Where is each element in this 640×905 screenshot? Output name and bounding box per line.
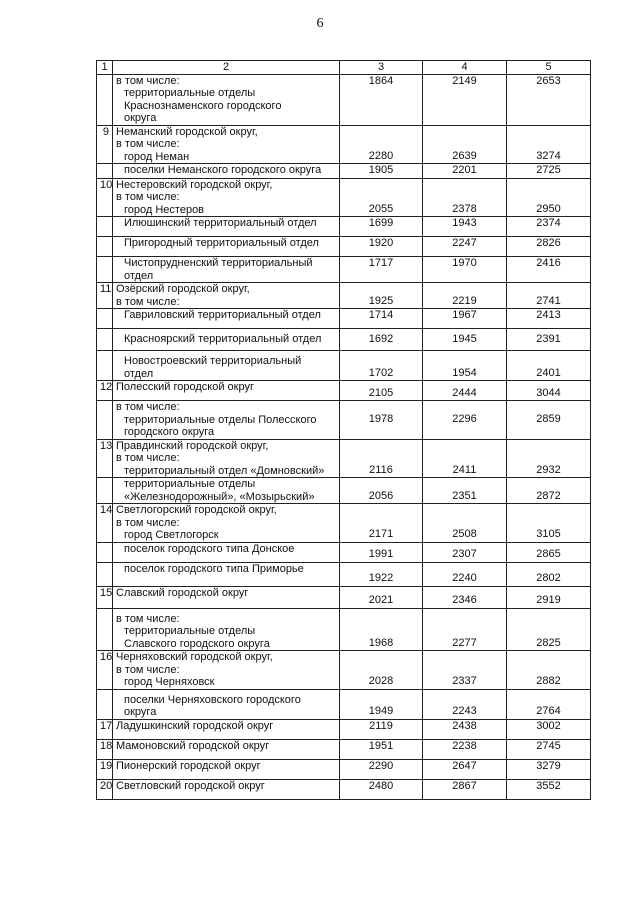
value-col5: 3274 [507,125,591,164]
value-col5: 2932 [507,439,591,478]
value-col4: 2867 [423,779,507,799]
row-number [97,237,113,257]
value-col3: 2116 [340,439,423,478]
table-row [97,504,591,543]
row-number [97,542,113,562]
row-name: в том числе: территориальные отделы Полесского городского округа [113,401,340,440]
value-col5: 2391 [507,329,591,351]
value-col3: 2171 [340,504,423,543]
row-name: Светловский городской округ [113,779,340,799]
data-table [96,60,591,800]
table-row [97,283,591,309]
value-col3: 1951 [340,739,423,759]
row-name: Гавриловский территориальный отдел [113,309,340,329]
row-name: территориальные отделы «Железнодорожный», «Мозырьский» [113,478,340,504]
value-col5: 3044 [507,381,591,401]
row-name: Новостроевский территориальный отдел [113,351,340,381]
table-row [97,739,591,759]
value-col4: 2240 [423,562,507,586]
value-col4: 2346 [423,586,507,608]
row-name: Славский городской округ [113,586,340,608]
table-row [97,562,591,586]
value-col4: 1970 [423,257,507,283]
value-col4: 2243 [423,689,507,719]
value-col4: 2277 [423,608,507,651]
row-name: поселки Неманского городского округа [113,164,340,179]
row-name: поселки Черняховского городского округа [113,689,340,719]
row-name: поселок городского типа Приморье [113,562,340,586]
table-row [97,164,591,179]
row-number [97,329,113,351]
value-col5: 2745 [507,739,591,759]
table-row [97,586,591,608]
row-number: 16 [97,651,113,690]
row-name: Красноярский территориальный отдел [113,329,340,351]
value-col3: 2280 [340,125,423,164]
value-col3: 1925 [340,283,423,309]
value-col4: 2296 [423,401,507,440]
row-name: Чистопрудненский территориальный отдел [113,257,340,283]
value-col4: 1967 [423,309,507,329]
row-name: в том числе: территориальные отделы Краснознаменского городского округа [113,74,340,125]
header-cell-1: 1 [97,61,113,75]
value-col3: 2021 [340,586,423,608]
value-col5: 2764 [507,689,591,719]
row-name: Пригородный территориальный отдел [113,237,340,257]
row-number [97,401,113,440]
table-row [97,237,591,257]
value-col5: 2919 [507,586,591,608]
row-name: поселок городского типа Донское [113,542,340,562]
value-col4: 2219 [423,283,507,309]
row-name: Ладушкинский городской округ [113,719,340,739]
row-number: 14 [97,504,113,543]
row-number [97,562,113,586]
value-col3: 1692 [340,329,423,351]
row-name: Озёрский городской округ, в том числе: [113,283,340,309]
table-row [97,719,591,739]
row-number: 19 [97,759,113,779]
value-col3: 1922 [340,562,423,586]
value-col4: 2444 [423,381,507,401]
row-name: Правдинский городской округ, в том числе: территориальный отдел «Домновский» [113,439,340,478]
value-col4: 1954 [423,351,507,381]
table-row [97,651,591,690]
value-col4: 2337 [423,651,507,690]
value-col3: 1699 [340,217,423,237]
row-name: Неманский городской округ, в том числе: город Неман [113,125,340,164]
row-number: 10 [97,178,113,217]
value-col5: 3279 [507,759,591,779]
value-col3: 1864 [340,74,423,125]
row-number: 12 [97,381,113,401]
value-col5: 2950 [507,178,591,217]
row-number: 20 [97,779,113,799]
row-name: Илюшинский территориальный отдел [113,217,340,237]
table-row [97,542,591,562]
table-row [97,759,591,779]
value-col3: 1717 [340,257,423,283]
value-col3: 2119 [340,719,423,739]
value-col5: 2725 [507,164,591,179]
row-name: в том числе: территориальные отделы Славского городского округа [113,608,340,651]
row-number [97,351,113,381]
value-col4: 2508 [423,504,507,543]
value-col5: 2872 [507,478,591,504]
value-col3: 1905 [340,164,423,179]
value-col5: 2865 [507,542,591,562]
table-row [97,309,591,329]
value-col5: 2825 [507,608,591,651]
row-number: 13 [97,439,113,478]
table-row [97,689,591,719]
value-col4: 2647 [423,759,507,779]
value-col3: 1920 [340,237,423,257]
value-col4: 2307 [423,542,507,562]
table-row [97,125,591,164]
value-col3: 2028 [340,651,423,690]
row-number [97,309,113,329]
row-number [97,74,113,125]
value-col4: 2639 [423,125,507,164]
value-col5: 3552 [507,779,591,799]
value-col4: 2351 [423,478,507,504]
table-row [97,217,591,237]
value-col3: 2056 [340,478,423,504]
row-number [97,217,113,237]
value-col3: 2055 [340,178,423,217]
row-name: Мамоновский городской округ [113,739,340,759]
row-name: Светлогорский городской округ, в том числе: город Светлогорск [113,504,340,543]
value-col3: 1978 [340,401,423,440]
value-col5: 3002 [507,719,591,739]
value-col4: 2201 [423,164,507,179]
row-number: 18 [97,739,113,759]
value-col5: 2374 [507,217,591,237]
page-number: 6 [316,16,324,31]
value-col5: 2653 [507,74,591,125]
row-number [97,257,113,283]
value-col3: 1702 [340,351,423,381]
value-col5: 2413 [507,309,591,329]
value-col4: 2238 [423,739,507,759]
value-col3: 2480 [340,779,423,799]
value-col5: 2401 [507,351,591,381]
row-number: 17 [97,719,113,739]
table-row [97,351,591,381]
value-col5: 3105 [507,504,591,543]
value-col4: 2411 [423,439,507,478]
value-col3: 1714 [340,309,423,329]
value-col5: 2882 [507,651,591,690]
header-cell-4: 4 [423,61,507,75]
value-col4: 2247 [423,237,507,257]
table-row [97,74,591,125]
value-col5: 2826 [507,237,591,257]
value-col5: 2416 [507,257,591,283]
table-row [97,608,591,651]
row-name: Черняховский городской округ, в том числе: город Черняховск [113,651,340,690]
table-row [97,439,591,478]
row-number: 15 [97,586,113,608]
value-col4: 1945 [423,329,507,351]
value-col5: 2741 [507,283,591,309]
value-col3: 2105 [340,381,423,401]
header-cell-2: 2 [113,61,340,75]
value-col5: 2859 [507,401,591,440]
row-number: 11 [97,283,113,309]
value-col4: 1943 [423,217,507,237]
value-col4: 2378 [423,178,507,217]
table-row [97,178,591,217]
value-col3: 2290 [340,759,423,779]
header-cell-3: 3 [340,61,423,75]
table-row [97,257,591,283]
row-number [97,164,113,179]
table-row [97,779,591,799]
row-number: 9 [97,125,113,164]
header-cell-5: 5 [507,61,591,75]
table-row [97,381,591,401]
table-row [97,401,591,440]
value-col4: 2149 [423,74,507,125]
value-col4: 2438 [423,719,507,739]
row-number [97,608,113,651]
table-row [97,478,591,504]
value-col3: 1991 [340,542,423,562]
row-number [97,478,113,504]
row-name: Пионерский городской округ [113,759,340,779]
header-row [97,61,591,75]
value-col3: 1949 [340,689,423,719]
value-col3: 1968 [340,608,423,651]
row-name: Нестеровский городской округ, в том числе: город Нестеров [113,178,340,217]
row-name: Полесский городской округ [113,381,340,401]
value-col5: 2802 [507,562,591,586]
table-row [97,329,591,351]
row-number [97,689,113,719]
